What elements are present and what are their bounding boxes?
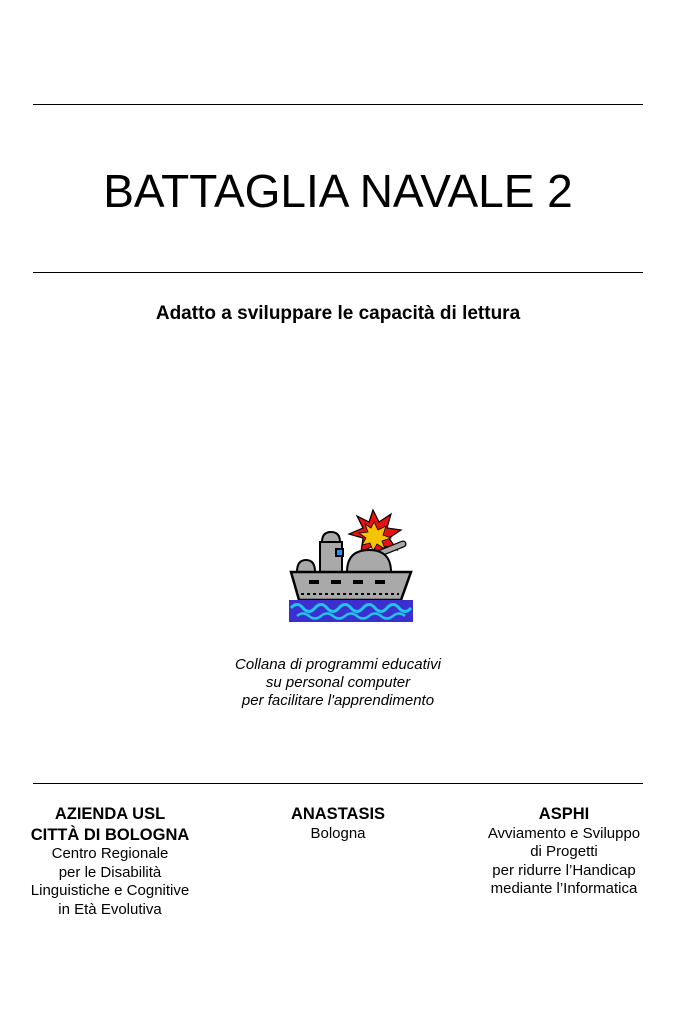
publisher-name: ANASTASIS [290,805,386,823]
footer-divider [33,783,643,784]
publisher-detail: Bologna [310,824,366,842]
ship-hull-icon [291,572,411,600]
publisher-name: AZIENDA USL [54,805,166,823]
publisher-name: CITTÀ DI BOLOGNA [30,825,190,844]
series-line: Collana di programmi educativi [235,656,441,673]
top-divider [33,104,643,105]
publisher-detail: Linguistiche e Cognitive [30,882,190,899]
publisher-detail: per le Disabilità [58,863,162,881]
publisher-asphi [464,804,664,899]
publisher-detail: di Progetti [530,843,598,860]
document-subtitle: Adatto a sviluppare le capacità di lettura [155,303,521,324]
series-description [0,656,676,710]
document-title: BATTAGLIA NAVALE 2 [103,165,573,217]
water-waves-icon [289,600,413,622]
title-divider [33,272,643,273]
ship-tower-icon [320,532,344,572]
publisher-detail: Avviamento e Sviluppo [487,824,641,842]
publisher-detail: in Età Evolutiva [58,900,162,918]
publisher-detail: Centro Regionale [51,845,169,862]
publisher-anastasis [238,804,438,843]
publisher-detail: mediante l’Informatica [490,880,638,897]
publisher-azienda-usl [10,804,210,919]
publisher-name: ASPHI [538,805,590,823]
series-line: su personal computer [265,674,411,691]
publisher-detail: per ridurre l’Handicap [492,861,636,879]
battleship-explosion-icon [287,508,415,626]
series-line: per facilitare l'apprendimento [241,692,435,709]
